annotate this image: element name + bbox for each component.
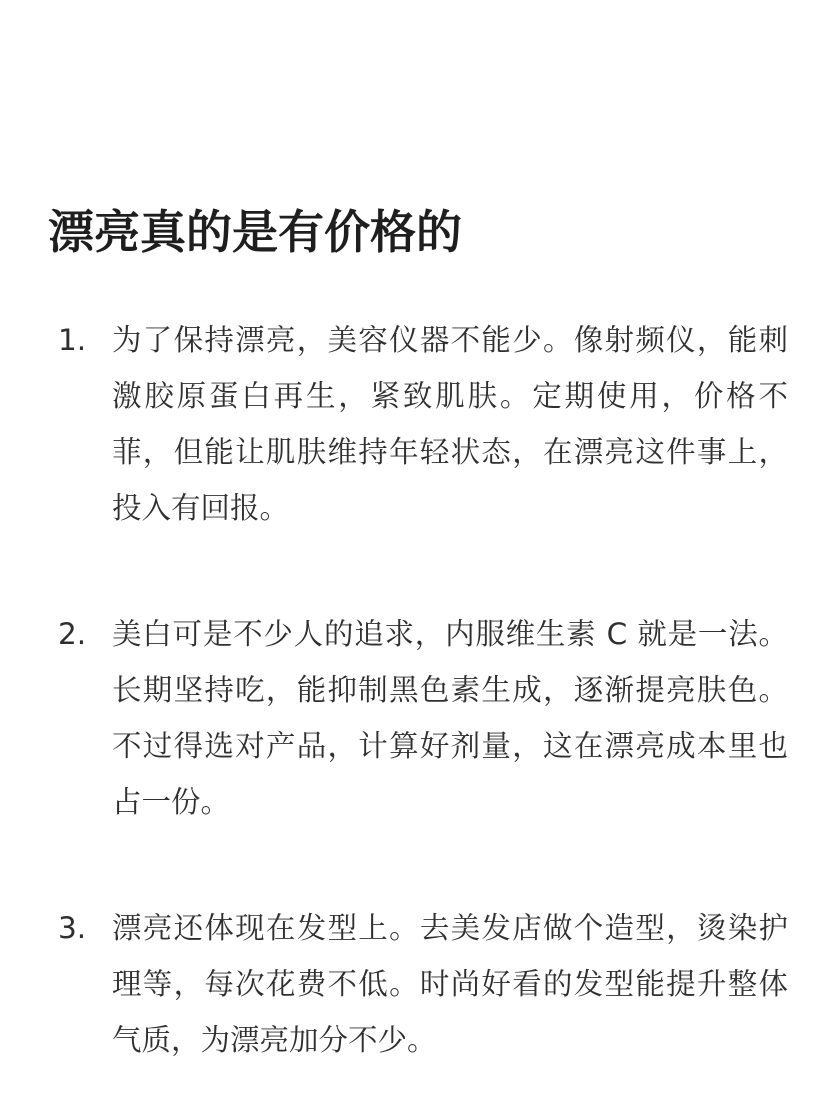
list-item (58, 900, 788, 1068)
list-item-number: 3. (58, 911, 87, 945)
list-item-text: 为了保持漂亮，美容仪器不能少。像射频仪，能刺激胶原蛋白再生，紧致肌肤。定期使用，价格不菲，但能让肌肤维持年轻状态，在漂亮这件事上，投入有回报。 (112, 323, 788, 525)
list-item (58, 606, 788, 830)
list-item-text: 美白可是不少人的追求，内服维生素 C 就是一法。长期坚持吃，能抑制黑色素生成，逐渐提亮肤色。不过得选对产品，计算好剂量，这在漂亮成本里也占一份。 (112, 617, 788, 819)
article-title: 漂亮真的是有价格的 (48, 205, 462, 259)
list-item-number: 1. (58, 323, 87, 357)
list-item-text: 漂亮还体现在发型上。去美发店做个造型，烫染护理等，每次花费不低。时尚好看的发型能提升整体气质，为漂亮加分不少。 (112, 911, 788, 1057)
list-item-number: 2. (58, 617, 87, 651)
list-item (58, 312, 788, 536)
tips-list (58, 312, 788, 1068)
